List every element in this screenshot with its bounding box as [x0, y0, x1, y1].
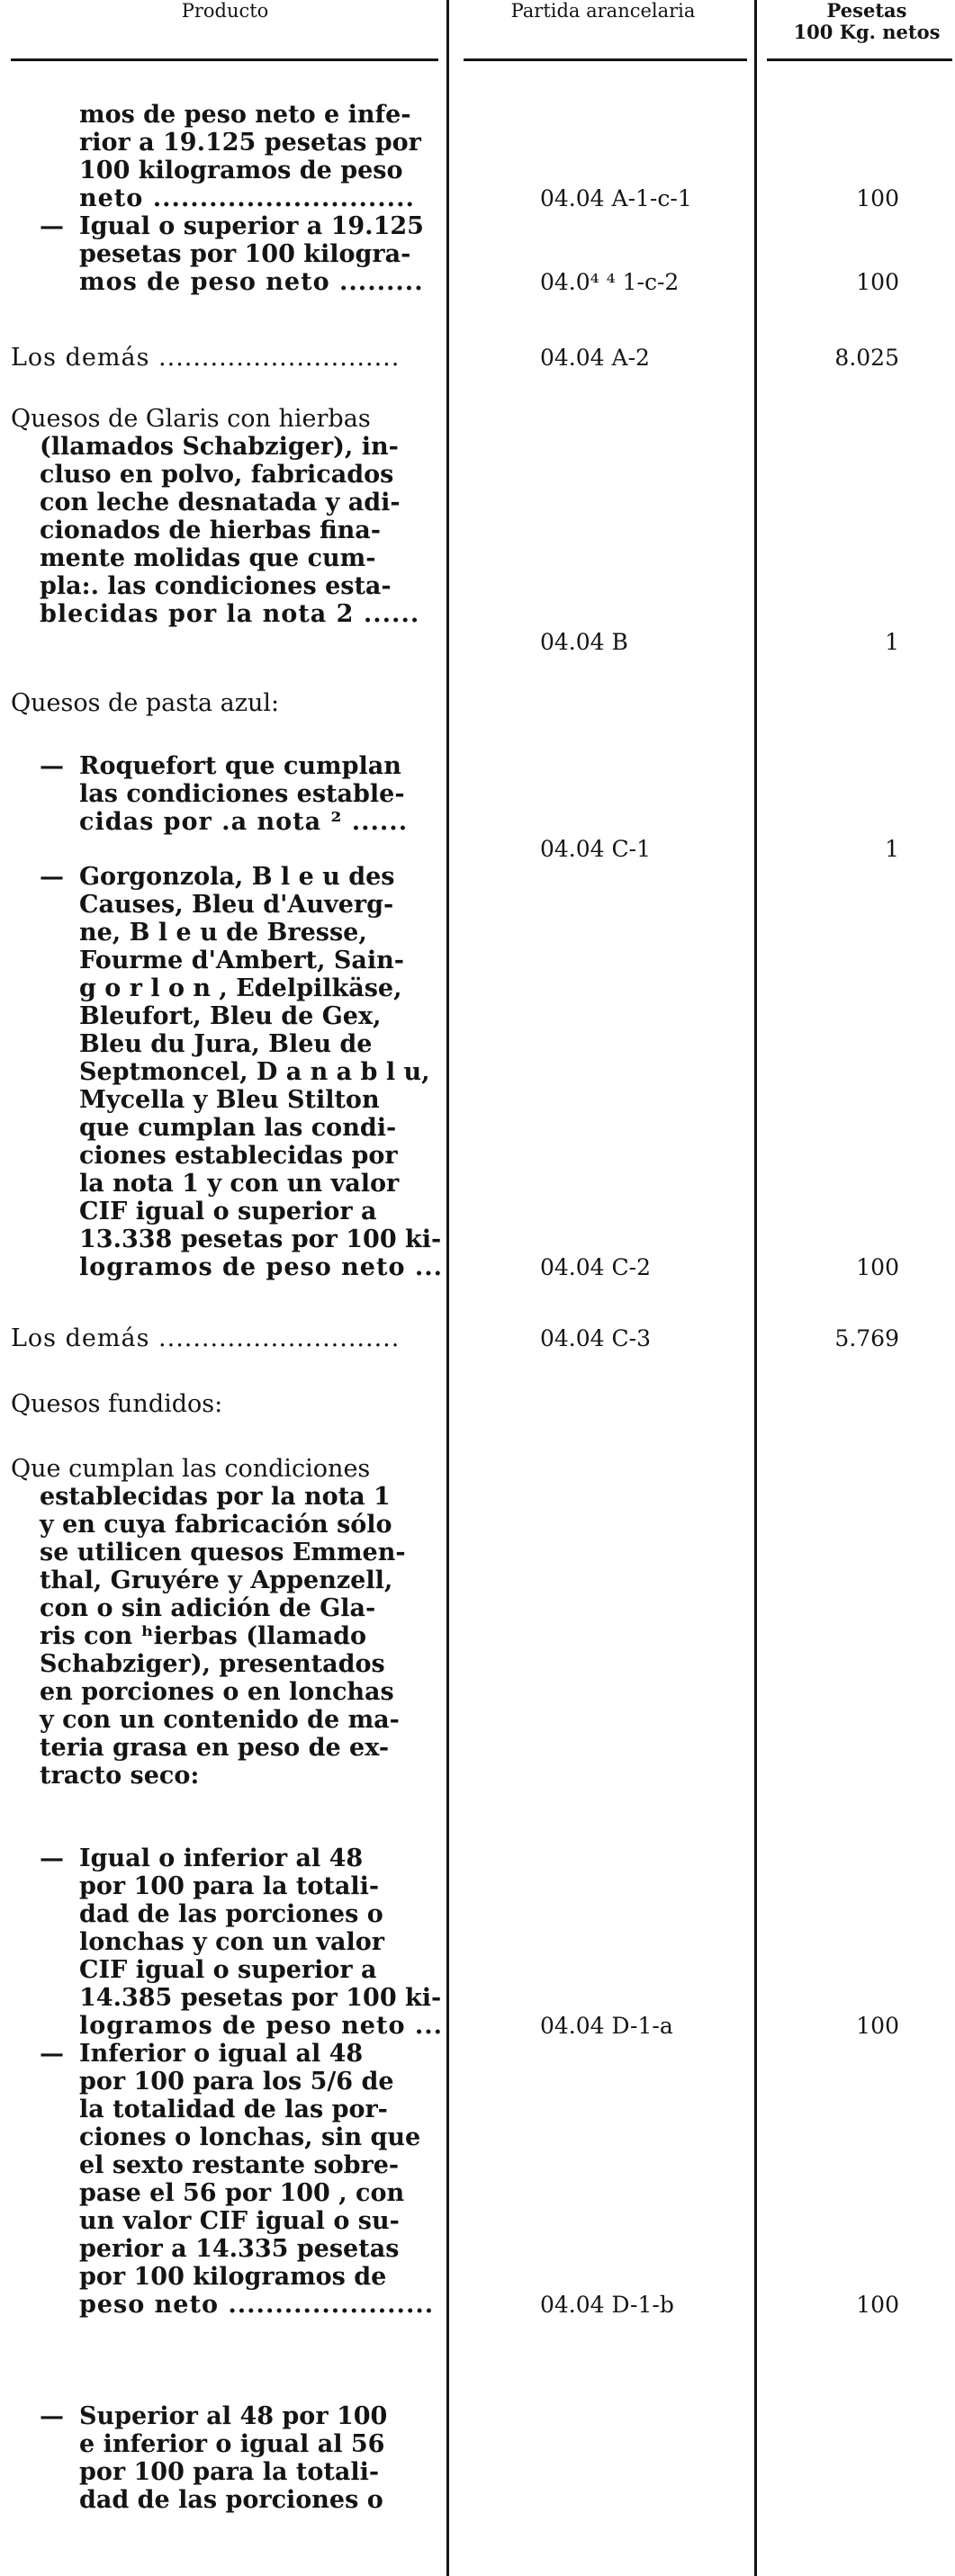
text-line: peso neto ...................... — [79, 2291, 435, 2319]
text-line: cidas por .a nota ² ...... — [79, 808, 409, 836]
text-line: Roquefort que cumplan — [79, 752, 401, 780]
text-line: pla:. las condiciones esta- — [40, 572, 392, 600]
text-line: mos de peso neto ......... — [79, 268, 424, 296]
text-line: thal, Gruyére y Appenzell, — [40, 1566, 393, 1594]
text-line: establecidas por la nota 1 — [40, 1483, 391, 1511]
dash-bullet: — — [40, 863, 64, 891]
product-text — [79, 2040, 438, 2319]
text-line: 13.338 pesetas por 100 ki- — [79, 1225, 442, 1253]
text-line: la totalidad de las por- — [79, 2096, 388, 2123]
text-line: el sexto restante sobre- — [79, 2151, 400, 2179]
text-line: cluso en polvo, fabricados — [40, 461, 394, 489]
section-heading — [11, 689, 438, 717]
text-line: ne, B l e u de Bresse, — [79, 919, 367, 947]
text-line: Quesos de Glaris con hierbas — [11, 405, 371, 433]
dash-bullet: — — [40, 2040, 64, 2068]
text-line: que cumplan las condi- — [79, 1114, 397, 1142]
text-line: Superior al 48 por 100 — [79, 2402, 388, 2430]
pesetas-value: 8.025 — [834, 345, 899, 371]
column-divider-1 — [446, 0, 449, 2576]
dash-bullet: — — [40, 1844, 64, 1872]
text-line: en porciones o en lonchas — [40, 1678, 394, 1706]
product-text — [79, 101, 438, 212]
pesetas-header-line2: 100 Kg. netos — [793, 21, 941, 43]
text-line: la nota 1 y con un valor — [79, 1170, 400, 1198]
partida-code: 04.04 C-2 — [540, 1254, 651, 1280]
text-line: por 100 para la totali- — [79, 1872, 380, 1900]
text-line: Que cumplan las condiciones — [11, 1455, 371, 1483]
partida-code: 04.04 B — [540, 629, 628, 655]
column-header-partida: Partida arancelaria — [510, 0, 696, 22]
dash-bullet: — — [40, 212, 64, 240]
product-text — [79, 1844, 444, 2040]
partida-code: 04.04 D-1-a — [540, 2013, 673, 2039]
text-line: blecidas por la nota 2 ...... — [40, 600, 420, 628]
text-line: mos de peso neto e infe- — [79, 101, 411, 129]
text-line: Los demás ............................ — [11, 344, 401, 372]
text-line: teria grasa en peso de ex- — [40, 1734, 390, 1762]
text-line: con leche desnatada y adi- — [40, 489, 401, 516]
text-line: con o sin adición de Gla- — [40, 1594, 376, 1622]
text-line: ciones o lonchas, sin que — [79, 2123, 421, 2151]
text-line: Gorgonzola, B l e u des — [79, 863, 395, 891]
pesetas-value: 1 — [885, 836, 899, 862]
product-text — [40, 1483, 438, 1790]
text-line: por 100 para la totali- — [79, 2458, 380, 2486]
product-text — [11, 405, 438, 433]
text-line: CIF igual o superior a — [79, 1198, 377, 1225]
product-text — [11, 1324, 438, 1352]
text-line: Mycella y Bleu Stilton — [79, 1086, 380, 1114]
pesetas-value: 1 — [885, 629, 899, 655]
product-text — [79, 752, 438, 836]
header-rule-partida — [464, 58, 747, 61]
product-text — [40, 433, 438, 628]
text-line: 100 kilogramos de peso — [79, 157, 403, 184]
text-line: y en cuya fabricación sólo — [40, 1511, 392, 1539]
text-line: pesetas por 100 kilogra- — [79, 240, 411, 268]
text-line: Inferior o igual al 48 — [79, 2040, 364, 2068]
text-line: Igual o superior a 19.125 — [79, 212, 424, 240]
section-heading — [11, 1390, 438, 1418]
text-line: 14.385 pesetas por 100 ki- — [79, 1984, 442, 2012]
dash-bullet: — — [40, 752, 64, 780]
product-text — [11, 1455, 438, 1483]
pesetas-value: 100 — [856, 269, 899, 295]
header-rule-product — [11, 58, 438, 61]
column-header-pesetas — [781, 0, 952, 43]
text-line: Bleu du Jura, Bleu de — [79, 1030, 373, 1058]
text-line: Fourme d'Ambert, Sain- — [79, 947, 405, 974]
text-line: logramos de peso neto ... — [79, 2012, 444, 2040]
partida-code: 04.04 C-3 — [540, 1325, 651, 1351]
text-line: Quesos de pasta azul: — [11, 689, 280, 717]
text-line: un valor CIF igual o su- — [79, 2207, 400, 2235]
pesetas-value: 5.769 — [834, 1325, 899, 1351]
text-line: perior a 14.335 pesetas — [79, 2235, 400, 2263]
text-line: ris con ʰierbas (llamado — [40, 1622, 367, 1650]
text-line: cionados de hierbas fina- — [40, 516, 382, 544]
text-line: pase el 56 por 100 , con — [79, 2179, 405, 2207]
product-text — [11, 344, 438, 372]
column-header-product: Producto — [181, 0, 269, 22]
partida-code: 04.0⁴ ⁴ 1-c-2 — [540, 269, 680, 295]
pesetas-header-line1: Pesetas — [826, 0, 907, 22]
partida-code: 04.04 C-1 — [540, 836, 651, 862]
text-line: por 100 kilogramos de — [79, 2263, 387, 2291]
pesetas-value: 100 — [856, 2292, 899, 2318]
text-line: e inferior o igual al 56 — [79, 2430, 385, 2458]
text-line: ciones establecidas por — [79, 1142, 398, 1170]
text-line: logramos de peso neto ... — [79, 1253, 444, 1281]
text-line: mente molidas que cum- — [40, 544, 376, 572]
product-text — [79, 863, 444, 1281]
column-divider-2 — [754, 0, 757, 2576]
text-line: g o r l o n , Edelpilkäse, — [79, 974, 402, 1002]
text-line: lonchas y con un valor — [79, 1928, 384, 1956]
text-line: Igual o inferior al 48 — [79, 1844, 364, 1872]
partida-code: 04.04 D-1-b — [540, 2292, 674, 2318]
text-line: se utilicen quesos Emmen- — [40, 1539, 406, 1566]
text-line: dad de las porciones o — [79, 1900, 383, 1928]
product-text — [79, 212, 438, 296]
text-line: y con un contenido de ma- — [40, 1706, 400, 1734]
pesetas-value: 100 — [856, 2013, 899, 2039]
text-line: neto ............................ — [79, 184, 415, 212]
partida-code: 04.04 A-2 — [540, 345, 650, 371]
pesetas-value: 100 — [856, 185, 899, 211]
text-line: (llamados Schabziger), in- — [40, 433, 399, 461]
text-line: tracto seco: — [40, 1762, 200, 1790]
text-line: Septmoncel, D a n a b l u, — [79, 1058, 430, 1086]
pesetas-value: 100 — [856, 1254, 899, 1280]
text-line: Causes, Bleu d'Auverg- — [79, 891, 394, 919]
dash-bullet: — — [40, 2402, 64, 2430]
text-line: Quesos fundidos: — [11, 1390, 223, 1418]
text-line: Schabziger), presentados — [40, 1650, 385, 1678]
text-line: CIF igual o superior a — [79, 1956, 377, 1984]
text-line: dad de las porciones o — [79, 2486, 383, 2514]
text-line: Los demás ............................ — [11, 1324, 401, 1352]
text-line: las condiciones estable- — [79, 780, 405, 808]
text-line: por 100 para los 5/6 de — [79, 2068, 394, 2096]
product-text — [79, 2402, 438, 2514]
header-rule-pesetas — [767, 58, 952, 61]
partida-code: 04.04 A-1-c-1 — [540, 185, 692, 211]
text-line: Bleufort, Bleu de Gex, — [79, 1002, 382, 1030]
text-line: rior a 19.125 pesetas por — [79, 129, 421, 157]
